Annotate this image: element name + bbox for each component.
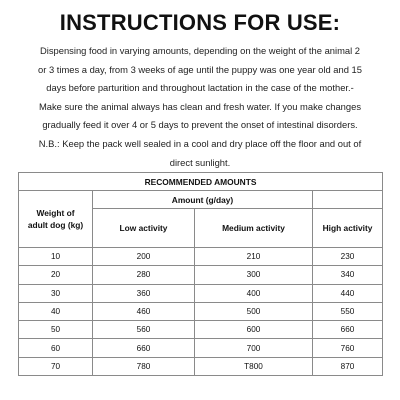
low-activity-header: Low activity (93, 209, 195, 248)
table-row (19, 248, 383, 266)
weight-header-line: Weight of (36, 208, 75, 218)
instruction-line: direct sunlight. (169, 156, 231, 168)
low-cell: 660 (93, 339, 195, 357)
weight-cell: 30 (19, 284, 93, 302)
instructions-paragraph (8, 42, 392, 172)
low-cell: 460 (93, 302, 195, 320)
weight-cell: 10 (19, 248, 93, 266)
low-cell: 200 (93, 248, 195, 266)
medium-cell: 700 (195, 339, 313, 357)
instruction-line: Make sure the animal always has clean and fresh water. If you make changes (38, 100, 362, 112)
medium-cell: 600 (195, 321, 313, 339)
table-row (19, 284, 383, 302)
page-title: INSTRUCTIONS FOR USE: (59, 10, 341, 35)
weight-header-line: adult dog (kg) (27, 220, 84, 230)
high-cell: 340 (313, 266, 383, 284)
high-cell: 230 (313, 248, 383, 266)
weight-cell: 60 (19, 339, 93, 357)
instruction-line: or 3 times a day, from 3 weeks of age until the puppy was one year old and 15 (38, 63, 362, 75)
table-row (19, 302, 383, 320)
medium-cell: 210 (195, 248, 313, 266)
weight-cell: 20 (19, 266, 93, 284)
medium-cell: T800 (195, 357, 313, 375)
high-cell: 870 (313, 357, 383, 375)
low-cell: 360 (93, 284, 195, 302)
amount-header-spacer (313, 191, 383, 209)
medium-cell: 500 (195, 302, 313, 320)
weight-cell: 50 (19, 321, 93, 339)
recommended-amounts-table (18, 172, 383, 376)
table-row (19, 321, 383, 339)
table-caption: RECOMMENDED AMOUNTS (19, 173, 383, 191)
low-cell: 280 (93, 266, 195, 284)
high-cell: 660 (313, 321, 383, 339)
instruction-line: days before parturition and throughout lactation in the case of the mother.- (46, 82, 354, 94)
instruction-line: Dispensing food in varying amounts, depending on the weight of the animal 2 (40, 45, 360, 56)
high-cell: 760 (313, 339, 383, 357)
weight-cell: 70 (19, 357, 93, 375)
low-cell: 560 (93, 321, 195, 339)
table-row (19, 266, 383, 284)
high-cell: 550 (313, 302, 383, 320)
high-cell: 440 (313, 284, 383, 302)
high-activity-header: High activity (313, 209, 383, 248)
low-cell: 780 (93, 357, 195, 375)
weight-cell: 40 (19, 302, 93, 320)
table-row (19, 357, 383, 375)
instruction-line: N.B.: Keep the pack well sealed in a cool and dry place off the floor and out of (38, 137, 362, 149)
medium-activity-header: Medium activity (195, 209, 313, 248)
amount-header: Amount (g/day) (93, 191, 313, 209)
table-row (19, 339, 383, 357)
medium-cell: 400 (195, 284, 313, 302)
instruction-line: gradually feed it over 4 or 5 days to prevent the onset of intestinal disorders. (42, 119, 358, 131)
medium-cell: 300 (195, 266, 313, 284)
weight-column-header (19, 191, 93, 248)
